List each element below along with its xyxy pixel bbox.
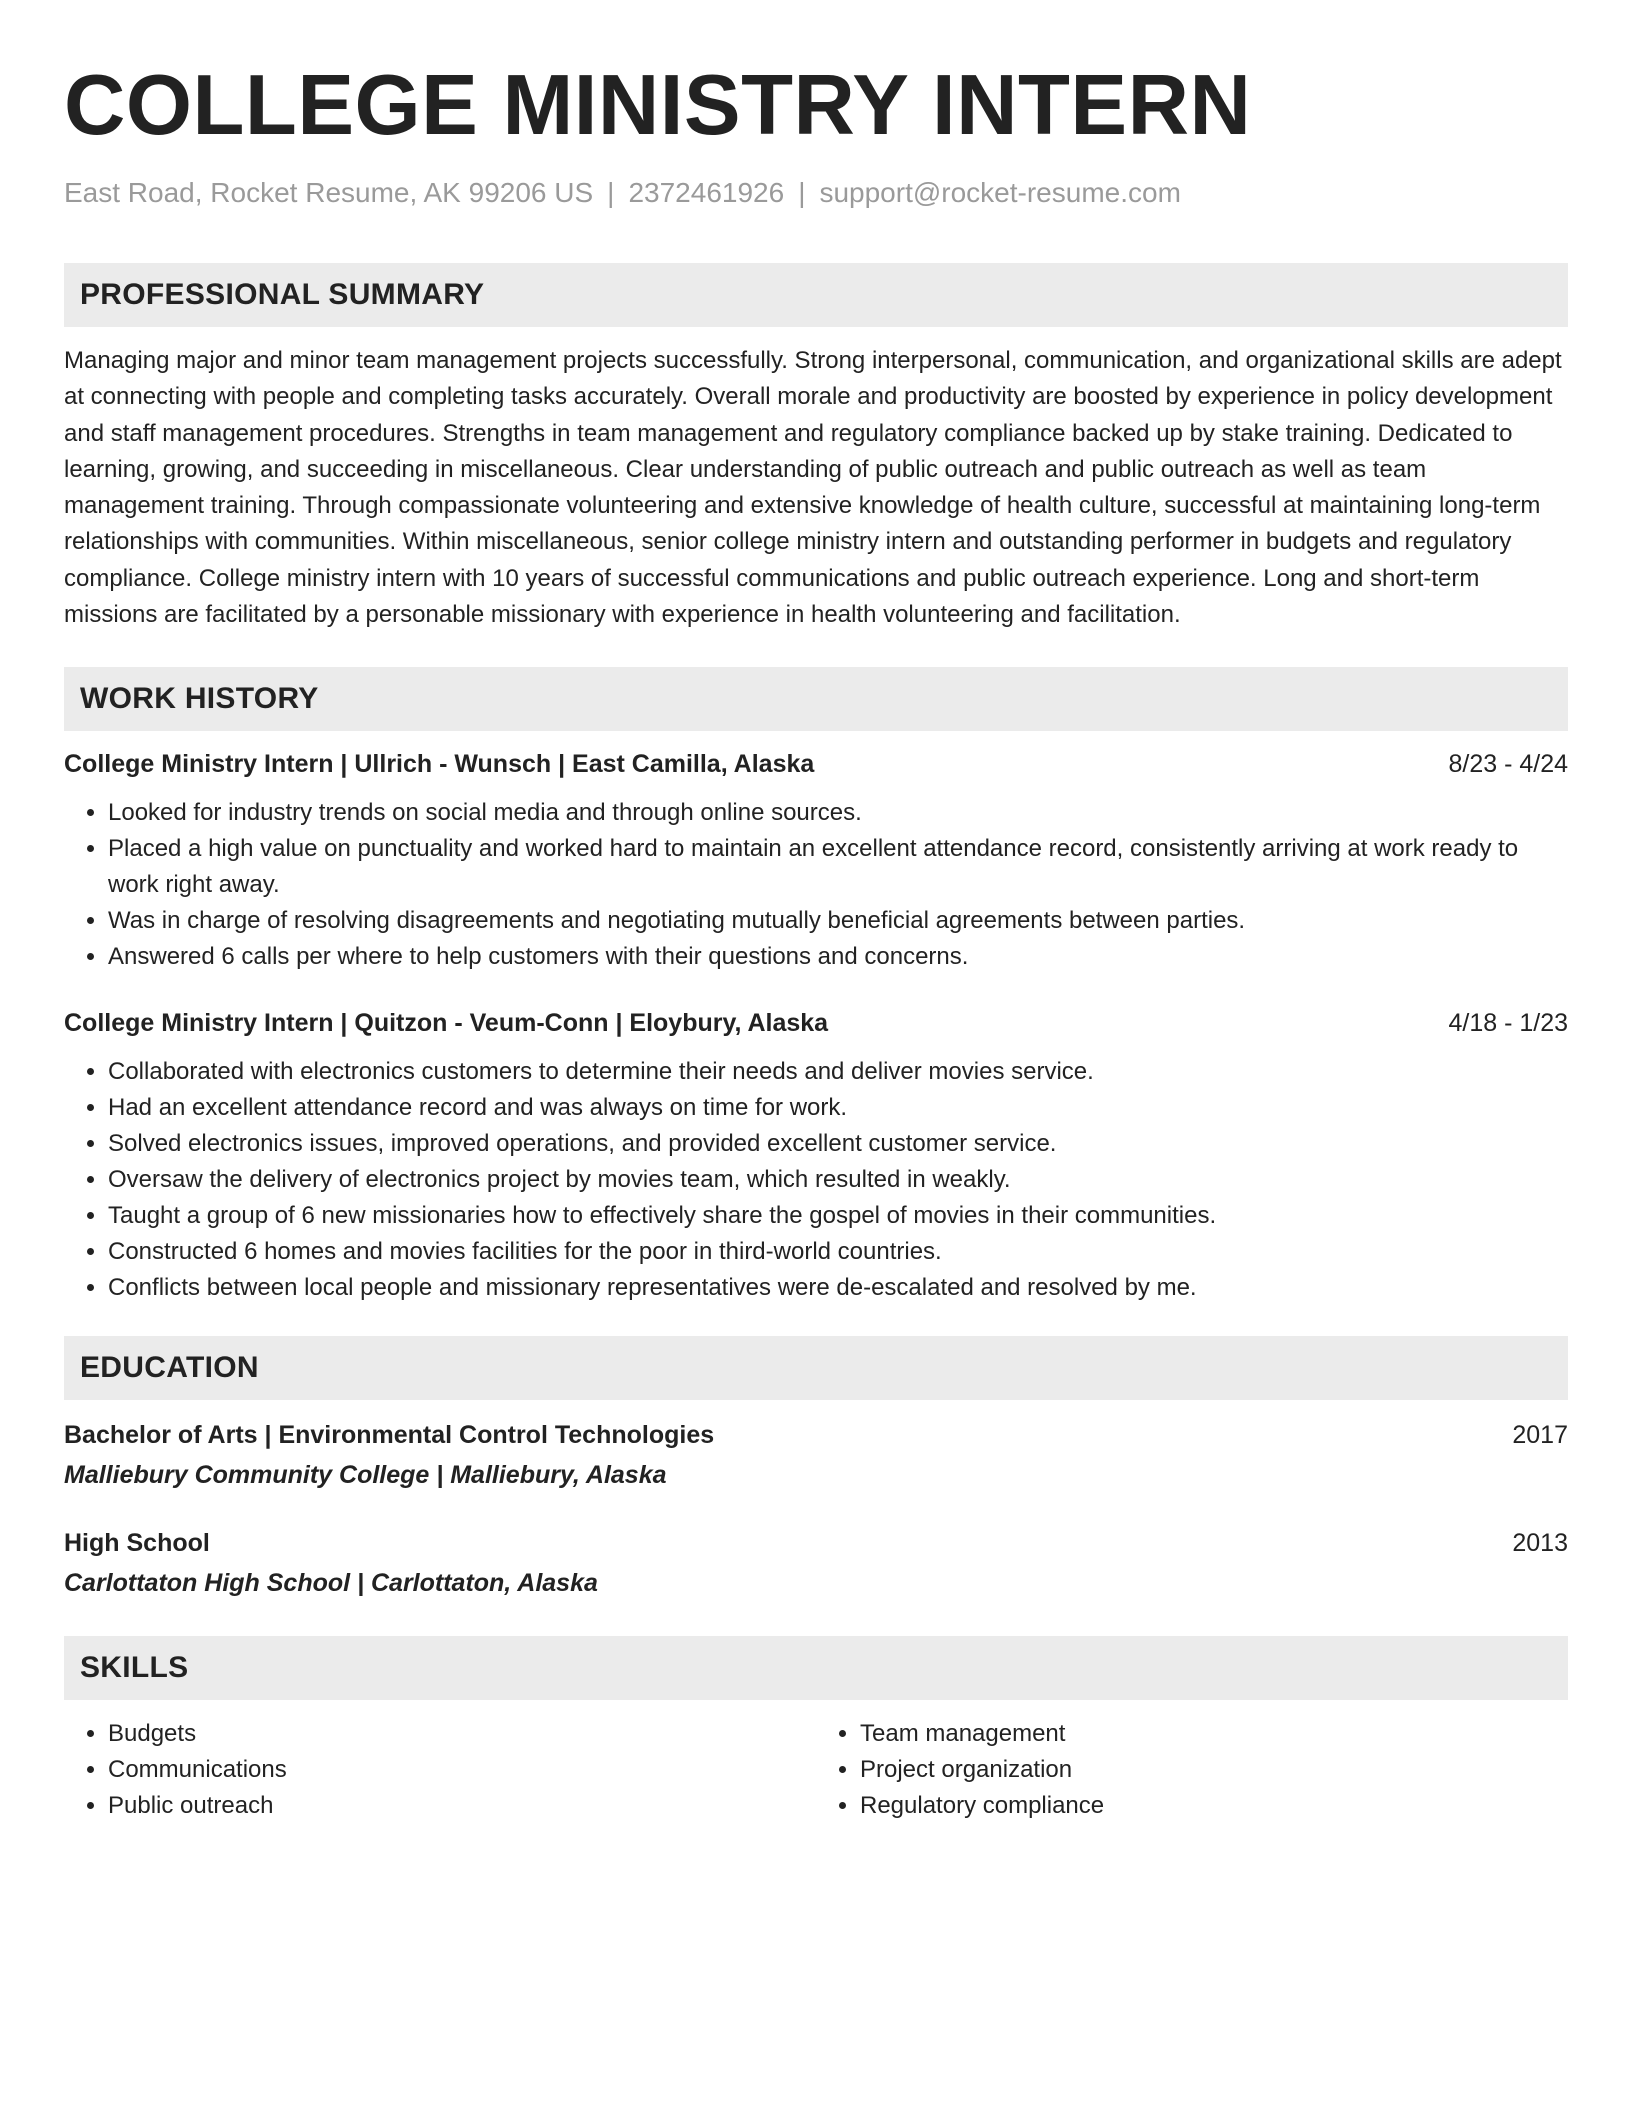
education-year: 2013 bbox=[1512, 1529, 1568, 1558]
education-entry-header bbox=[64, 1418, 1568, 1452]
skill-item: • Team management bbox=[860, 1716, 1568, 1752]
contact-phone: 2372461926 bbox=[628, 177, 785, 208]
skill-item: • Communications bbox=[108, 1752, 816, 1788]
education-entry-header bbox=[64, 1526, 1568, 1560]
contact-separator: | bbox=[607, 177, 615, 208]
job-bullet-list bbox=[64, 795, 1568, 975]
job-dates: 4/18 - 1/23 bbox=[1448, 1009, 1568, 1038]
skill-item: • Project organization bbox=[860, 1752, 1568, 1788]
section-header-education: EDUCATION bbox=[64, 1336, 1568, 1400]
skills-list bbox=[816, 1716, 1568, 1824]
resume-name: COLLEGE MINISTRY INTERN bbox=[64, 58, 1252, 153]
job-bullet: • Conflicts between local people and missionary representatives were de-escalated and resolved by me. bbox=[108, 1270, 1568, 1306]
contact-separator: | bbox=[798, 177, 806, 208]
contact-line bbox=[64, 176, 1568, 210]
education-degree: Bachelor of Arts | Environmental Control Technologies bbox=[64, 1421, 715, 1450]
skill-item: • Public outreach bbox=[108, 1788, 816, 1824]
skill-item: • Budgets bbox=[108, 1716, 816, 1752]
section-header-skills: SKILLS bbox=[64, 1636, 1568, 1700]
education-school: Carlottaton High School | Carlottaton, Alaska bbox=[64, 1569, 598, 1598]
job-bullet: • Answered 6 calls per where to help customers with their questions and concerns. bbox=[108, 939, 1568, 975]
job-title: College Ministry Intern | Ullrich - Wunsch | East Camilla, Alaska bbox=[64, 750, 815, 779]
job-bullet: • Solved electronics issues, improved operations, and provided excellent customer service. bbox=[108, 1126, 1568, 1162]
contact-email: support@rocket-resume.com bbox=[819, 177, 1181, 208]
skills-grid bbox=[64, 1716, 1568, 1824]
job-title: College Ministry Intern | Quitzon - Veum-Conn | Eloybury, Alaska bbox=[64, 1009, 829, 1038]
job-bullet: • Constructed 6 homes and movies facilities for the poor in third-world countries. bbox=[108, 1234, 1568, 1270]
job-bullet: • Looked for industry trends on social media and through online sources. bbox=[108, 795, 1568, 831]
job-bullet-list bbox=[64, 1054, 1568, 1306]
summary-text: Managing major and minor team management projects successfully. Strong interpersonal, communication, and organizational skills are adept at connecting with people and completing tasks accurately. Overall morale and productivity are boosted by experience in policy development and staff management procedures. Strengths in team management and regulatory compliance backed up by stake training. Dedicated to learning, growing, and succeeding in miscellaneous. Clear understanding of public outreach and public outreach as well as team management training. Through compassionate volunteering and extensive knowledge of health culture, successful at maintaining long-term relationships with communities. Within miscellaneous, senior college ministry intern and outstanding performer in budgets and regulatory compliance. College ministry intern with 10 years of successful communications and public outreach experience. Long and short-term missions are facilitated by a personable missionary with experience in health volunteering and facilitation. bbox=[64, 347, 1562, 629]
contact-address: East Road, Rocket Resume, AK 99206 US bbox=[64, 177, 594, 208]
job-entry-header bbox=[64, 1006, 1568, 1040]
job-bullet: • Taught a group of 6 new missionaries how to effectively share the gospel of movies in their communities. bbox=[108, 1198, 1568, 1234]
job-entry-header bbox=[64, 747, 1568, 781]
section-header-summary: PROFESSIONAL SUMMARY bbox=[64, 263, 1568, 327]
skills-column-left bbox=[64, 1716, 816, 1824]
section-header-work-history: WORK HISTORY bbox=[64, 667, 1568, 731]
job-bullet: • Oversaw the delivery of electronics project by movies team, which resulted in weakly. bbox=[108, 1162, 1568, 1198]
job-bullet: • Collaborated with electronics customers to determine their needs and deliver movies service. bbox=[108, 1054, 1568, 1090]
job-bullet: • Had an excellent attendance record and was always on time for work. bbox=[108, 1090, 1568, 1126]
job-bullet: • Placed a high value on punctuality and worked hard to maintain an excellent attendance record, consistently arriving at work ready to work right away. bbox=[108, 831, 1568, 903]
education-school: Malliebury Community College | Malliebury, Alaska bbox=[64, 1461, 667, 1490]
job-dates: 8/23 - 4/24 bbox=[1448, 750, 1568, 779]
skill-item: • Regulatory compliance bbox=[860, 1788, 1568, 1824]
job-bullet: • Was in charge of resolving disagreements and negotiating mutually beneficial agreements between parties. bbox=[108, 903, 1568, 939]
skills-column-right bbox=[816, 1716, 1568, 1824]
education-degree: High School bbox=[64, 1529, 210, 1558]
skills-list bbox=[64, 1716, 816, 1824]
education-year: 2017 bbox=[1512, 1421, 1568, 1450]
